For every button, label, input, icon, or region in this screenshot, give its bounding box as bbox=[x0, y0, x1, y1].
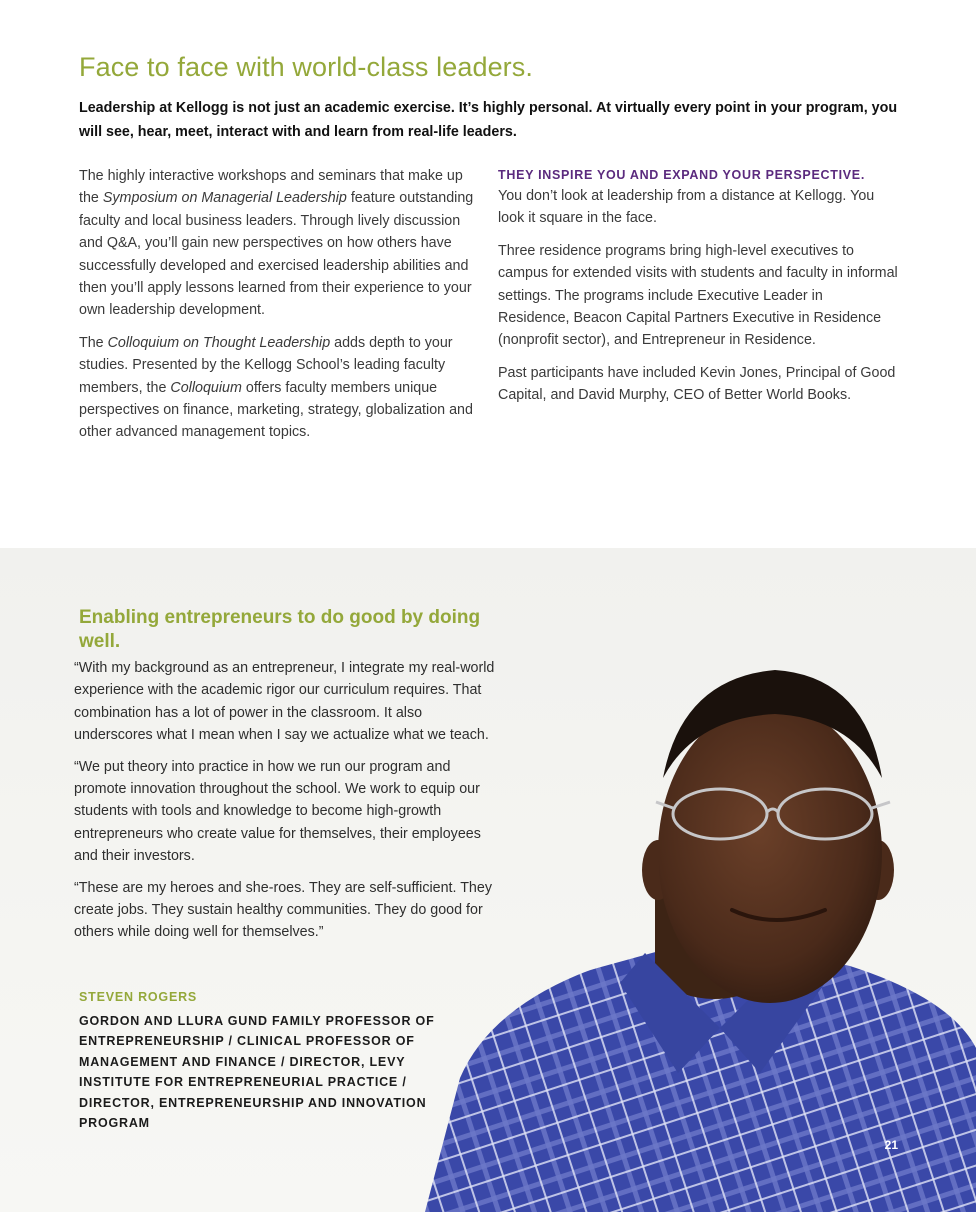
intro-paragraph: Leadership at Kellogg is not just an academic exercise. It’s highly personal. At virtually every point in your program, you will see, hear, meet, interact with and learn from real-life leaders. bbox=[79, 100, 898, 140]
speaker-name: STEVEN ROGERS bbox=[79, 990, 198, 1004]
page-number: 21 bbox=[884, 1138, 898, 1152]
quote-block bbox=[74, 657, 499, 953]
feature-title: Enabling entrepreneurs to do good by doing well. bbox=[79, 607, 481, 652]
text-run: offers faculty members unique perspectives on finance, marketing, strategy, globalization and other advanced management topics. bbox=[79, 379, 473, 441]
face-shape bbox=[658, 703, 882, 1003]
participants-paragraph: Past participants have included Kevin Jones, Principal of Good Capital, and David Murphy, CEO of Better World Books. bbox=[498, 364, 896, 404]
leadership-section bbox=[0, 0, 976, 548]
distance-paragraph: You don’t look at leadership from a distance at Kellogg. You look it square in the face. bbox=[498, 188, 875, 227]
quote-paragraph: “We put theory into practice in how we run our program and promote innovation throughout the school. We work to equip our students with tools and knowledge to become high-growth entrepreneurs who create value for themselves, their employees and their investors. bbox=[74, 758, 481, 865]
colloquium-short-title: Colloquium bbox=[170, 379, 242, 396]
text-run: feature outstanding faculty and local business leaders. Through lively discussion and Q&A, you’ll gain new perspectives on how others have successfully developed and exercised leadership abilities and then you’ll apply lessons learned from their experience to your own leadership development. bbox=[79, 190, 474, 319]
text-run: The highly interactive workshops and seminars that make up the bbox=[79, 168, 463, 207]
quote-paragraph: “With my background as an entrepreneur, I integrate my real-world experience with the academic rigor our curriculum requires. That combination has a lot of power in the classroom. It also underscores what I mean when I say we actualize what we teach. bbox=[74, 660, 495, 744]
text-run: The bbox=[79, 334, 108, 351]
left-column bbox=[79, 165, 484, 454]
entrepreneur-feature bbox=[0, 548, 976, 1212]
portrait-photo bbox=[420, 648, 976, 1212]
quote-paragraph: “These are my heroes and she-roes. They are self-sufficient. They create jobs. They sustain healthy communities. They do good for others while doing well for themselves.” bbox=[74, 879, 492, 941]
colloquium-paragraph bbox=[79, 332, 484, 444]
colloquium-title: Colloquium on Thought Leadership bbox=[107, 334, 331, 351]
right-column bbox=[498, 165, 898, 417]
residence-paragraph: Three residence programs bring high-level executives to campus for extended visits with students and faculty in informal settings. The programs include Executive Leader in Residence, Beacon Capital Partners Executive in Residence (nonprofit sector), and Entrepreneur in Residence. bbox=[498, 242, 898, 349]
inspire-subhead: THEY INSPIRE YOU AND EXPAND YOUR PERSPECTIVE. bbox=[498, 168, 865, 182]
symposium-paragraph bbox=[79, 165, 484, 322]
text-run: adds depth to your studies. Presented by the Kellogg School’s leading faculty members, the bbox=[79, 334, 453, 396]
page-headline: Face to face with world-class leaders. bbox=[79, 52, 533, 82]
symposium-title: Symposium on Managerial Leadership bbox=[102, 190, 347, 207]
speaker-title: GORDON AND LLURA GUND FAMILY PROFESSOR OF ENTREPRENEURSHIP / CLINICAL PROFESSOR OF MANAGEMENT AND FINANCE / DIRECTOR, LEVY INSTITUTE FOR ENTREPRENEURIAL PRACTICE / DIRECTOR, ENTREPRENEURSHIP AND INNOVATION PROGRAM bbox=[79, 1014, 435, 1131]
